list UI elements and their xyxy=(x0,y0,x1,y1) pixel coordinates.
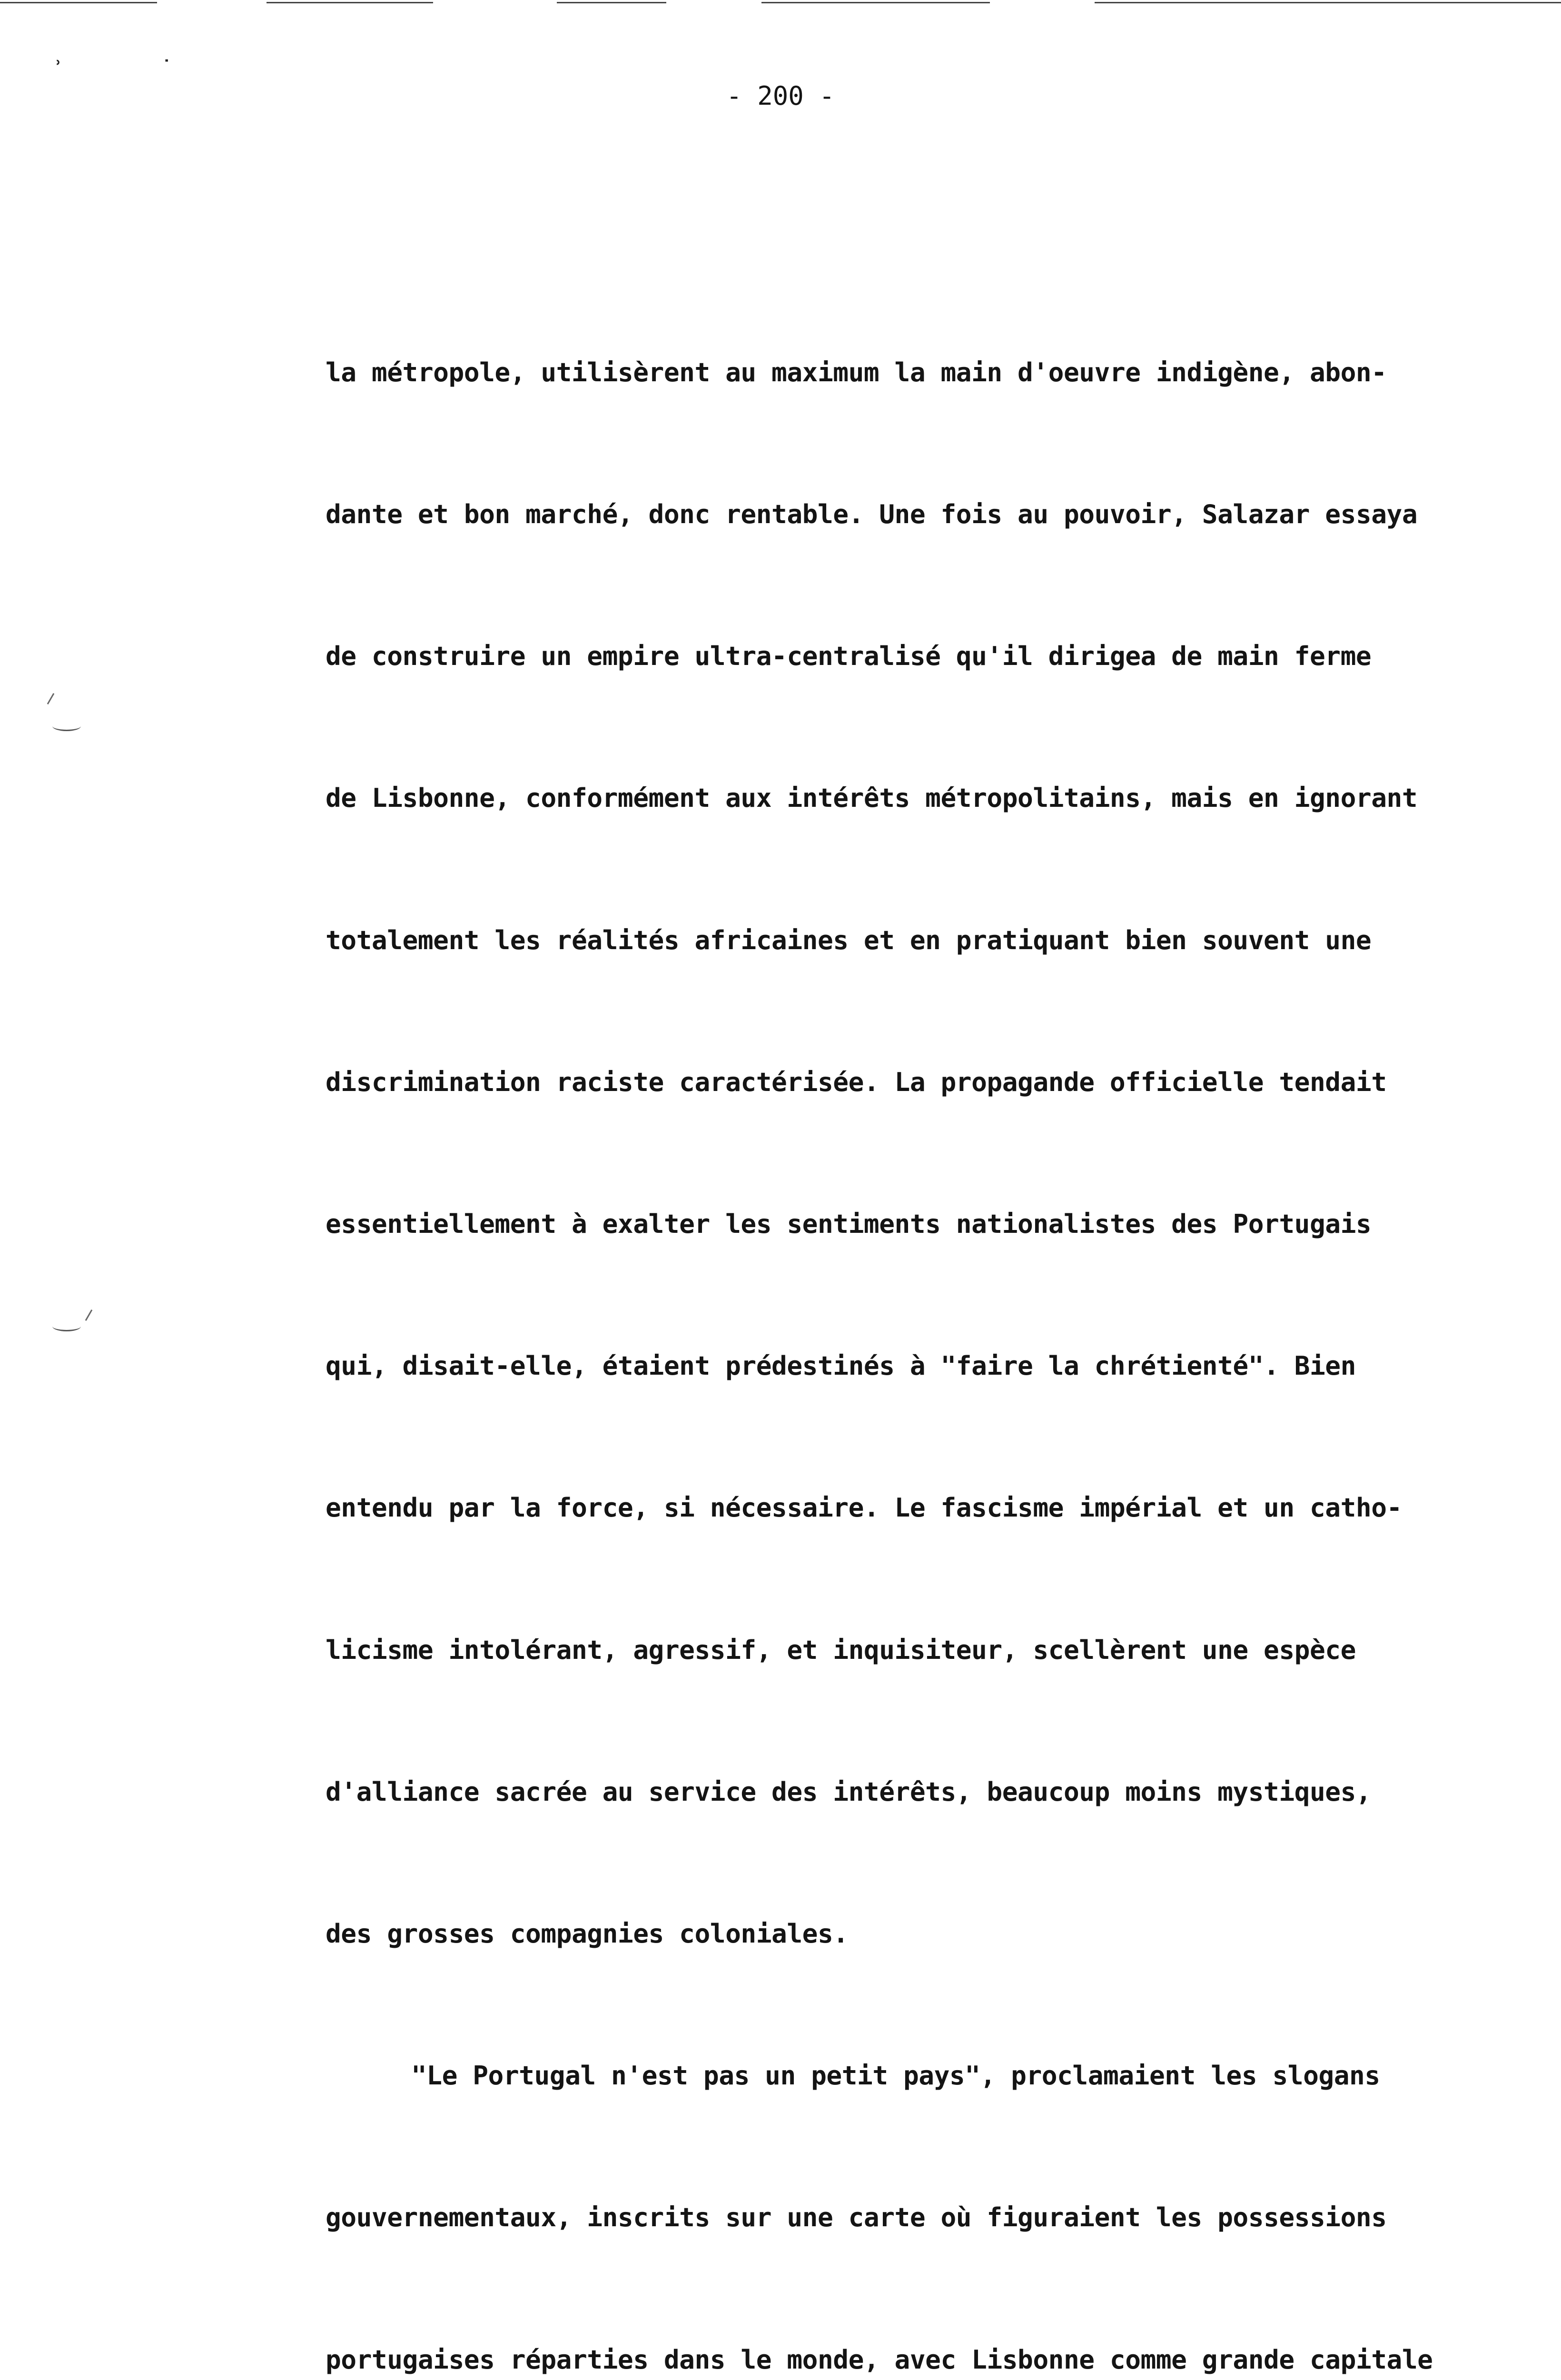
text-line: licisme intolérant, agressif, et inquisiteur, scellèrent une espèce xyxy=(326,1634,1356,1665)
text-line: des grosses compagnies coloniales. xyxy=(326,1918,849,1949)
text-line: totalement les réalités africaines et en pratiquant bien souvent une xyxy=(326,924,1372,955)
top-edge-rule xyxy=(1095,2,1561,3)
top-edge-rule xyxy=(267,2,433,3)
text-line: de construire un empire ultra-centralisé qu'il dirigea de main ferme xyxy=(326,641,1372,672)
text-line: la métropole, utilisèrent au maximum la main d'oeuvre indigène, abon- xyxy=(326,357,1387,387)
paragraph-first-line: "Le Portugal n'est pas un petit pays", proclamaient les slogans xyxy=(411,2060,1380,2091)
margin-tick-mark xyxy=(85,1309,93,1321)
text-line: gouvernementaux, inscrits sur une carte où figuraient les possessions xyxy=(326,2202,1387,2233)
text-line: qui, disait-elle, étaient prédestinés à "faire la chrétienté". Bien xyxy=(326,1350,1356,1381)
text-line: d'alliance sacrée au service des intérêts, beaucoup moins mystiques, xyxy=(326,1776,1372,1807)
text-line: de Lisbonne, conformément aux intérêts métropolitains, mais en ignorant xyxy=(326,783,1418,813)
margin-tick-mark xyxy=(47,693,55,704)
body-text xyxy=(326,254,1544,2380)
text-line: dante et bon marché, donc rentable. Une fois au pouvoir, Salazar essaya xyxy=(326,499,1418,530)
corner-specks: ʾ ˙ xyxy=(52,57,216,79)
page-number: - 200 - xyxy=(726,81,835,111)
top-edge-rule xyxy=(0,2,157,3)
margin-pencil-mark xyxy=(52,1321,81,1331)
text-line: entendu par la force, si nécessaire. Le fascisme impérial et un catho- xyxy=(326,1492,1402,1523)
top-edge-rule xyxy=(557,2,666,3)
text-line: portugaises réparties dans le monde, avec Lisbonne comme grande capitale xyxy=(326,2344,1433,2375)
margin-pencil-mark xyxy=(52,721,81,731)
text-line: discrimination raciste caractérisée. La propagande officielle tendait xyxy=(326,1066,1387,1097)
text-line: essentiellement à exalter les sentiments nationalistes des Portugais xyxy=(326,1209,1372,1240)
top-edge-rule xyxy=(761,2,990,3)
